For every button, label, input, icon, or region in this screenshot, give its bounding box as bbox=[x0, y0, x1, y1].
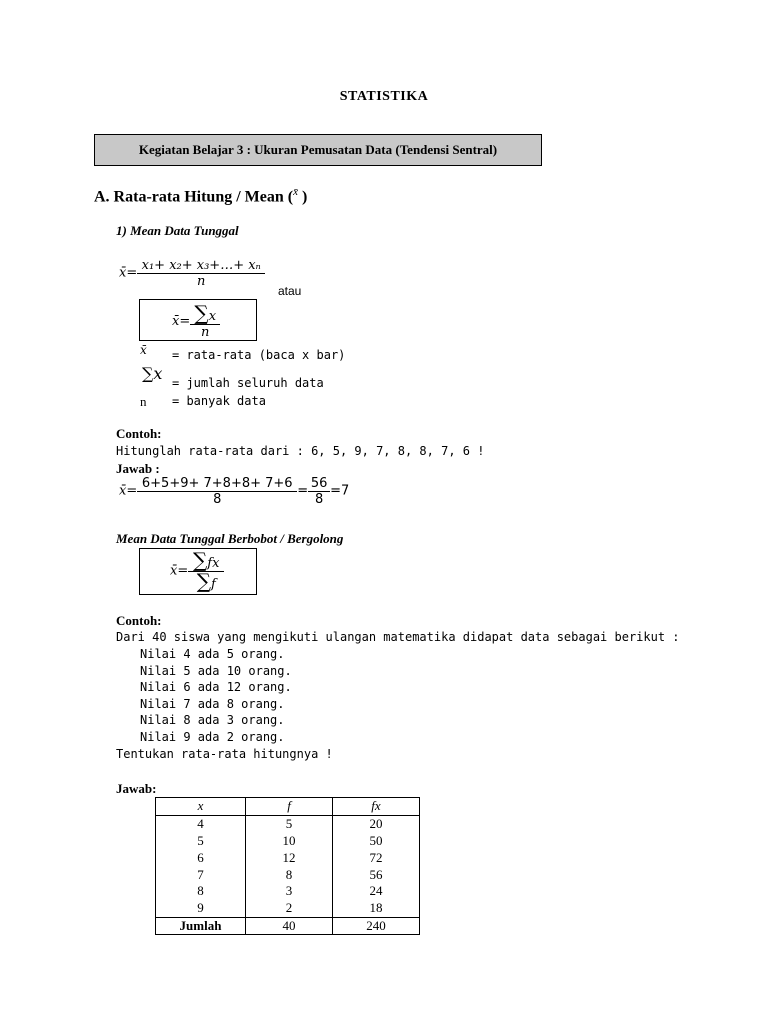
answer-formula bbox=[119, 476, 349, 507]
table-total-f: 40 bbox=[246, 917, 333, 934]
table-cell: 50 bbox=[369, 832, 383, 848]
table-cell: 10 bbox=[246, 833, 333, 850]
table-total-row bbox=[156, 917, 419, 934]
section-a-close: ) bbox=[297, 188, 308, 206]
berbobot-den-var: f bbox=[210, 577, 216, 592]
sigma-symbol: ∑ bbox=[194, 301, 209, 325]
table-cell: 12 bbox=[246, 849, 333, 866]
list-item: Nilai 7 ada 8 orang. bbox=[140, 697, 285, 711]
table-cell: 6 bbox=[156, 849, 246, 866]
table-header-row bbox=[156, 798, 419, 815]
answer-numerator: 6+5+9+ 7+8+8+ 7+6 bbox=[141, 476, 293, 491]
formula-numerator: x₁+ x₂+ x₃+…+ xₙ bbox=[141, 258, 261, 273]
legend-desc-n: = banyak data bbox=[172, 394, 266, 408]
table-cell: 8 bbox=[156, 883, 246, 900]
answer-denominator: 8 bbox=[137, 491, 297, 507]
answer-result: =7 bbox=[330, 483, 350, 499]
answer-lhs: x̄= bbox=[119, 483, 138, 499]
list-item: Nilai 5 ada 10 orang. bbox=[140, 664, 292, 678]
formula-lhs: x̄= bbox=[119, 265, 138, 281]
table-cell: 56 bbox=[369, 866, 383, 882]
sigma-symbol-num: ∑ bbox=[193, 548, 208, 572]
question-text: Tentukan rata-rata hitungnya ! bbox=[116, 747, 333, 761]
jawab-label-2: Jawab: bbox=[116, 781, 157, 796]
table-row bbox=[156, 866, 419, 883]
table-row bbox=[156, 815, 419, 832]
section-a-heading bbox=[94, 186, 307, 206]
table-cell: 24 bbox=[369, 883, 383, 899]
kegiatan-belajar-box: Kegiatan Belajar 3 : Ukuran Pemusatan Data (Tendensi Sentral) bbox=[94, 134, 542, 166]
table-cell: 7 bbox=[156, 866, 246, 883]
list-item: Nilai 6 ada 12 orang. bbox=[140, 680, 292, 694]
berbobot-lhs: x̄= bbox=[170, 563, 189, 579]
mean-symbol: x̄ bbox=[293, 186, 298, 198]
table-total-fx: 240 bbox=[333, 917, 420, 934]
table-cell: 20 bbox=[369, 816, 383, 832]
legend-symbol-sum: ∑x bbox=[142, 364, 163, 383]
table-cell: 72 bbox=[369, 849, 383, 865]
mean-berbobot-heading: Mean Data Tunggal Berbobot / Bergolong bbox=[116, 531, 344, 546]
contoh-text: Hitunglah rata-rata dari : 6, 5, 9, 7, 8, 8, 7, 6 ! bbox=[116, 444, 485, 458]
table-cell: 8 bbox=[246, 866, 333, 883]
table-cell: 4 bbox=[156, 815, 246, 832]
legend-symbol-xbar: x̄ bbox=[140, 343, 147, 357]
contoh-label-2: Contoh: bbox=[116, 613, 162, 628]
jawab-label: Jawab : bbox=[116, 461, 160, 476]
table-row bbox=[156, 900, 419, 917]
answer-denominator-2: 8 bbox=[308, 491, 330, 507]
table-cell: 2 bbox=[246, 900, 333, 917]
mean-formula-boxed bbox=[139, 299, 257, 341]
table-header: x bbox=[156, 798, 246, 815]
atau-label: atau bbox=[278, 284, 302, 298]
formula-denominator: n bbox=[137, 273, 265, 289]
sigma-symbol-den: ∑ bbox=[196, 569, 211, 593]
mean-formula-expanded bbox=[119, 258, 265, 289]
table-total-label: Jumlah bbox=[156, 917, 246, 934]
list-item: Nilai 4 ada 5 orang. bbox=[140, 647, 285, 661]
mean-tunggal-heading: 1) Mean Data Tunggal bbox=[116, 223, 239, 238]
table-header: fx bbox=[333, 798, 420, 815]
table-row bbox=[156, 883, 419, 900]
legend-desc-sum: = jumlah seluruh data bbox=[172, 376, 324, 390]
boxed-num-var: x bbox=[208, 309, 217, 324]
table-row bbox=[156, 849, 419, 866]
table-cell: 5 bbox=[246, 815, 333, 832]
page-title: STATISTIKA bbox=[339, 89, 429, 104]
answer-equals: = bbox=[297, 483, 309, 499]
berbobot-num-var: fx bbox=[207, 556, 220, 571]
section-a-label: A. Rata-rata Hitung / Mean ( bbox=[94, 188, 294, 206]
table-cell: 5 bbox=[156, 833, 246, 850]
answer-numerator-2: 56 bbox=[310, 476, 328, 491]
table-cell: 3 bbox=[246, 883, 333, 900]
list-item: Nilai 8 ada 3 orang. bbox=[140, 713, 285, 727]
table-row bbox=[156, 833, 419, 850]
legend-symbol-n: n bbox=[140, 394, 147, 409]
mean-berbobot-formula bbox=[139, 548, 257, 595]
contoh-label: Contoh: bbox=[116, 426, 162, 441]
list-item: Nilai 9 ada 2 orang. bbox=[140, 730, 285, 744]
table-header: f bbox=[246, 798, 333, 815]
legend-desc-xbar: = rata-rata (baca x bar) bbox=[172, 348, 346, 362]
boxed-lhs: x̄= bbox=[172, 313, 191, 329]
contoh-intro: Dari 40 siswa yang mengikuti ulangan matematika didapat data sebagai berikut : bbox=[116, 630, 680, 644]
frequency-table bbox=[155, 797, 420, 935]
boxed-denominator: n bbox=[190, 324, 220, 340]
table-cell: 9 bbox=[156, 900, 246, 917]
table-cell: 18 bbox=[369, 900, 383, 916]
